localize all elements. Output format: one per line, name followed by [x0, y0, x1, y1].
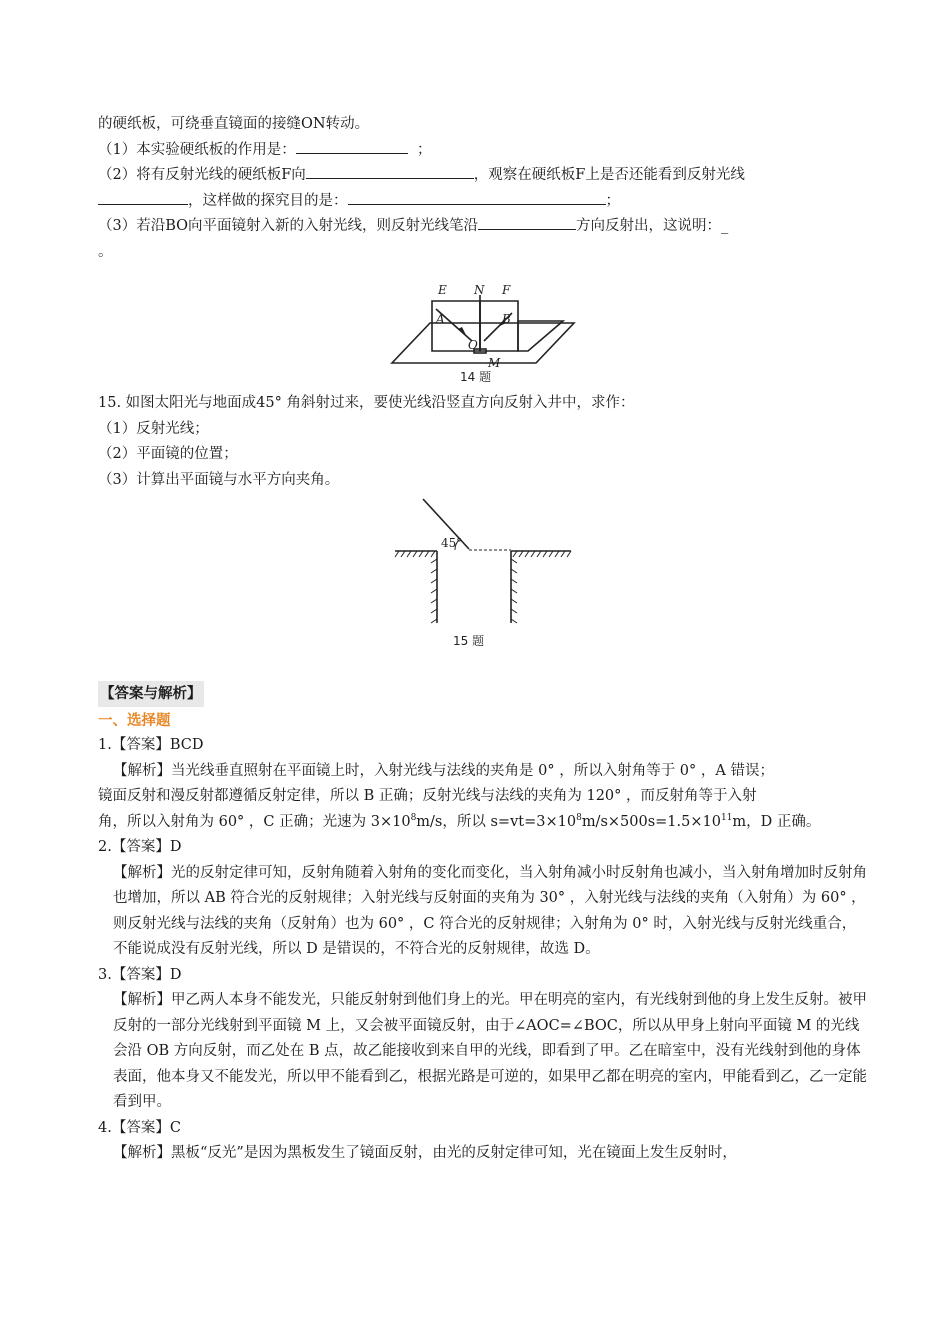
mirror-experiment-figure — [388, 265, 578, 383]
q15-part1: （1）反射光线； — [98, 420, 209, 437]
q15-title: 15. 如图太阳光与地面成45° 角斜射过来，要使光线沿竖直方向反射入井中，求作： — [98, 395, 635, 411]
q14-part3-end: 。 — [98, 243, 113, 260]
answer-blank[interactable] — [306, 164, 474, 179]
q14-part1: （1）本实验硬纸板的作用是： ； — [98, 138, 868, 164]
label-n: N — [474, 283, 485, 297]
label-e: E — [438, 283, 447, 297]
answers-header-line — [98, 681, 868, 708]
answer-blank[interactable] — [478, 215, 576, 230]
answer-blank[interactable] — [98, 190, 188, 205]
section-title: 一、选择题 — [98, 711, 171, 729]
label-a: A — [436, 312, 445, 326]
cardboard-f-flap — [518, 321, 563, 351]
answer-1: 1.【答案】BCD — [98, 737, 204, 753]
explanation-1-part3: 角，所以入射角为 60° ，C 正确；光速为 $3\times 10^8m/s$，所以 $s=vt=3\times 10^8m/s\times 500s=1.5\times 10^{11}m$，D 正确。 — [98, 812, 821, 830]
figure-15-caption: 15 题 — [453, 634, 485, 648]
explanation-2: 【解析】光的反射定律可知，反射角随着入射角的变化而变化，当入射角减小时反射角也减小，当入射角增加时反射角也增加，所以 AB 符合光的反射规律；入射光线与反射面的夹角为 30° ，入射光线与法线的夹角（入射角）为 60° ，则反射光线与法线的夹角（反射角）也为 60° ，C 符合光的反射规律；入射角为 0° 时，入射光线与反射光线重合，不能说成没有反射光线，所以 D 是错误的，不符合光的反射规律，故选 D。 — [113, 864, 867, 957]
answers-header: 【答案与解析】 — [98, 681, 204, 707]
answer-blank[interactable] — [296, 139, 408, 154]
arrow-a — [458, 327, 466, 335]
explanation-4: 【解析】黑板“反光”是因为黑板发生了镜面反射，由光的反射定律可知，光在镜面上发生反射时， — [113, 1145, 737, 1161]
explanation-3: 【解析】甲乙两人本身不能发光，只能反射射到他们身上的光。甲在明亮的室内，有光线射到他的身上发生反射。被甲反射的一部分光线射到平面镜 M 上，又会被平面镜反射，由于∠AOC=∠BOC，所以从甲身上射向平面镜 M 的光线会沿 OB 方向反射，而乙处在 B 点，故乙能接收到来自甲的光线，即看到了甲。乙在暗室中，没有光线射到他的身体表面，他本身又不能发光，所以甲不能看到乙，根据光路是可逆的，如果甲乙都在明亮的室内，甲能看到乙，乙一定能看到甲。 — [113, 992, 867, 1110]
label-b: B — [502, 312, 511, 326]
well-figure — [393, 493, 573, 653]
angle-label: 45° — [441, 536, 463, 550]
answer-2: 2.【答案】D — [98, 839, 182, 855]
q14-part2-cont: ，这样做的探究目的是： ； — [98, 189, 868, 215]
q14-part2: （2）将有反射光线的硬纸板F向 ，观察在硬纸板F上是否还能看到反射光线 — [98, 163, 868, 189]
q14-part3: （3）若沿BO向平面镜射入新的入射光线，则反射光线笔沿 方向反射出，这说明：_ — [98, 214, 868, 240]
explanation-1-part1: 【解析】当光线垂直照射在平面镜上时，入射光线与法线的夹角是 0° ，所以入射角等于 0° ，A 错误； — [113, 762, 774, 779]
explanation-1-part2: 镜面反射和漫反射都遵循反射定律，所以 B 正确；反射光线与法线的夹角为 120° ，而反射角等于入射 — [98, 788, 757, 804]
label-f: F — [502, 283, 511, 297]
answer-blank[interactable] — [348, 190, 606, 205]
q15-part3: （3）计算出平面镜与水平方向夹角。 — [98, 471, 340, 488]
answer-4: 4.【答案】C — [98, 1119, 181, 1136]
label-o: O — [468, 338, 478, 352]
plane-mirror-base — [392, 323, 574, 363]
figure-14-caption: 14 题 — [460, 370, 492, 383]
document-page — [98, 112, 868, 1167]
figure-15 — [98, 493, 868, 653]
answer-3: 3.【答案】D — [98, 966, 182, 983]
q15-part2: （2）平面镜的位置； — [98, 446, 238, 462]
label-m: M — [488, 356, 501, 370]
figure-14 — [98, 265, 868, 383]
q14-intro: 的硬纸板，可绕垂直镜面的接缝ON转动。 — [98, 116, 370, 132]
